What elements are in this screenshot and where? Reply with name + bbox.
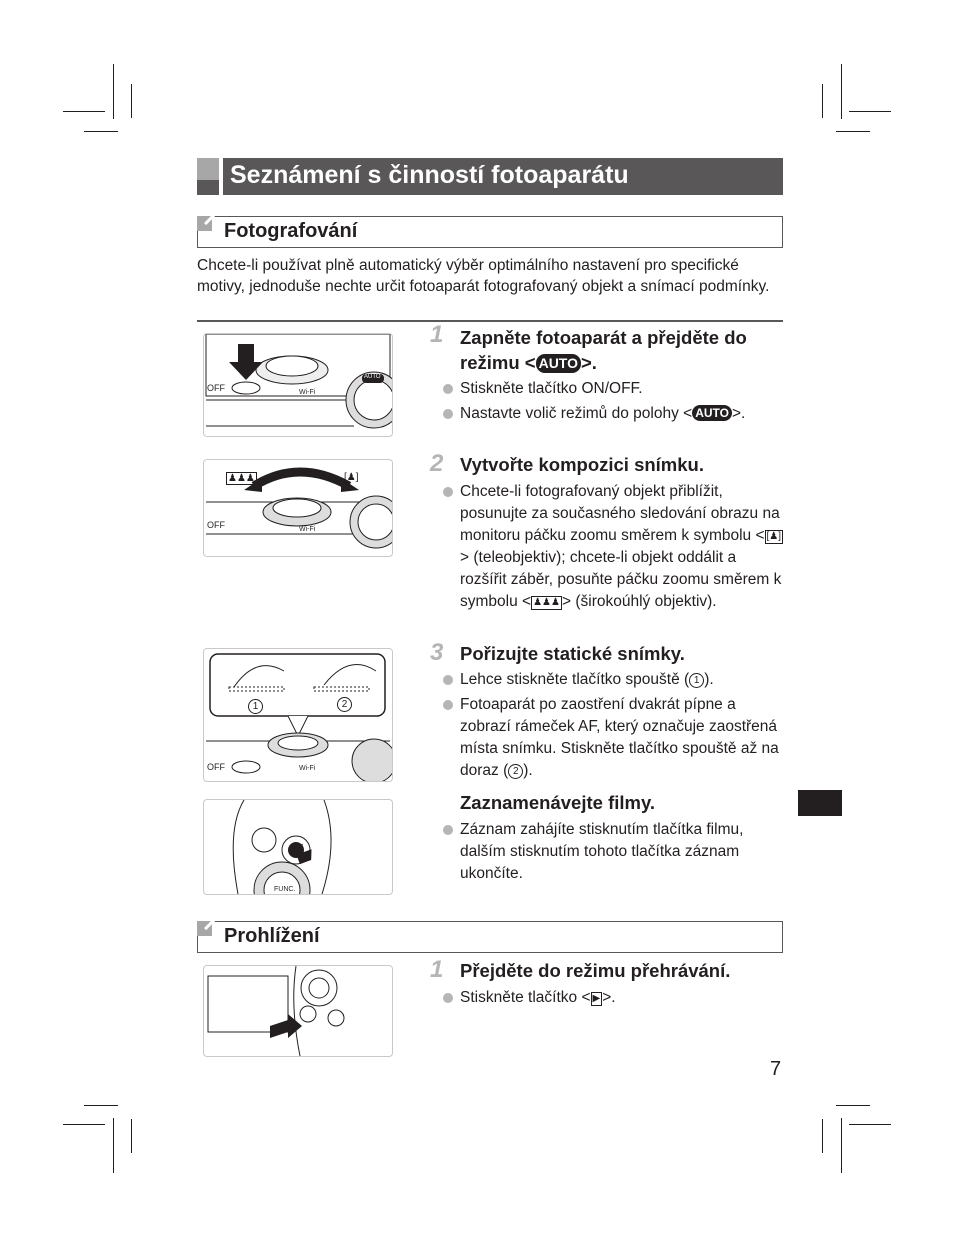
list-item: Nastavte volič režimů do polohy < AUTO >. bbox=[460, 403, 785, 425]
step-heading: Zaznamenávejte filmy. bbox=[460, 792, 656, 813]
step-heading: Přejděte do režimu přehrávání. bbox=[460, 960, 731, 981]
wifi-label: Wi-Fi bbox=[299, 526, 316, 533]
camera-zoom-illustration bbox=[203, 459, 393, 557]
chapter-tab bbox=[798, 790, 842, 816]
camera-back-drawing bbox=[204, 800, 392, 894]
wide-icon: ♟♟♟ bbox=[533, 597, 560, 608]
auto-mode-icon: AUTO bbox=[692, 405, 732, 421]
wide-icon: ♟♟♟ bbox=[228, 473, 255, 484]
camera-playback-illustration bbox=[203, 965, 393, 1057]
step-heading: Zapněte fotoaparát a přejděte do režimu < AUTO >. bbox=[460, 327, 747, 373]
step-number: 2 bbox=[430, 450, 444, 477]
wifi-label: Wi-Fi bbox=[299, 765, 316, 772]
step-heading: Pořizujte statické snímky. bbox=[460, 643, 685, 664]
step-number: 1 bbox=[430, 321, 444, 348]
off-label: OFF bbox=[207, 762, 225, 772]
play-icon: ▶ bbox=[592, 993, 601, 1004]
circled-number-2: 2 bbox=[508, 764, 523, 779]
tele-icon: [♟] bbox=[766, 531, 782, 542]
off-label: OFF bbox=[207, 520, 225, 530]
camera-power-illustration bbox=[203, 333, 393, 437]
step-number: 3 bbox=[430, 639, 444, 666]
list-item: Lehce stiskněte tlačítko spouště ( 1 ). bbox=[460, 669, 785, 691]
page-number: 7 bbox=[770, 1058, 782, 1080]
divider bbox=[197, 320, 783, 322]
camera-shutter-illustration bbox=[203, 648, 393, 782]
step-heading: Vytvořte kompozici snímku. bbox=[460, 454, 704, 475]
section-title: Fotografování bbox=[224, 220, 358, 242]
auto-mode-icon: AUTO bbox=[536, 354, 581, 373]
list-item: Fotoaparát po zaostření dvakrát pípne a zobrazí rámeček AF, který označuje zaostřená místa snímku. Stiskněte tlačítko spouště až na doraz ( 2 ). bbox=[460, 694, 785, 782]
circled-number-1: 1 bbox=[248, 699, 263, 714]
func-label: FUNC. bbox=[274, 886, 296, 893]
camera-movie-illustration bbox=[203, 799, 393, 895]
section-header-shooting bbox=[197, 216, 783, 248]
camera-top-drawing bbox=[204, 334, 392, 436]
section-header-viewing bbox=[197, 921, 783, 953]
tele-icon: [♟] bbox=[344, 472, 359, 483]
camera-shutter-drawing bbox=[204, 649, 392, 781]
page-title: Seznámení s činností fotoaparátu bbox=[230, 161, 629, 189]
dial-label: AUTO bbox=[364, 374, 381, 380]
section-title: Prohlížení bbox=[224, 925, 320, 947]
list-item: Stiskněte tlačítko < ▶ >. bbox=[460, 987, 785, 1009]
wifi-label: Wi-Fi bbox=[299, 389, 316, 396]
main-title-bar bbox=[197, 158, 783, 195]
title-square-decoration bbox=[197, 158, 219, 180]
list-item: Chcete-li fotografovaný objekt přiblížit, posunujte za současného sledování obrazu na monitoru páčku zoomu směrem k symbolu < [♟]> (teleobjektiv); chcete-li objekt oddálit a rozšířit záběr, posuňte páčku zoomu směrem k symbolu < ♟♟♟ > (širokoúhlý objektiv). bbox=[460, 481, 785, 613]
list-item: Záznam zahájíte stisknutím tlačítka filmu, dalším stisknutím tohoto tlačítka záznam ukončíte. bbox=[460, 819, 785, 885]
circled-number-2: 2 bbox=[337, 697, 352, 712]
circled-number-1: 1 bbox=[689, 673, 704, 688]
step-number: 1 bbox=[430, 956, 444, 983]
intro-paragraph: Chcete-li používat plně automatický výběr optimálního nastavení pro specifické motivy, jednoduše nechte určit fotoaparát fotografovaný objekt a snímací podmínky. bbox=[197, 257, 770, 295]
off-label: OFF bbox=[207, 383, 225, 393]
camera-playback-drawing bbox=[204, 966, 392, 1056]
list-item: Stiskněte tlačítko ON/OFF. bbox=[460, 378, 785, 400]
